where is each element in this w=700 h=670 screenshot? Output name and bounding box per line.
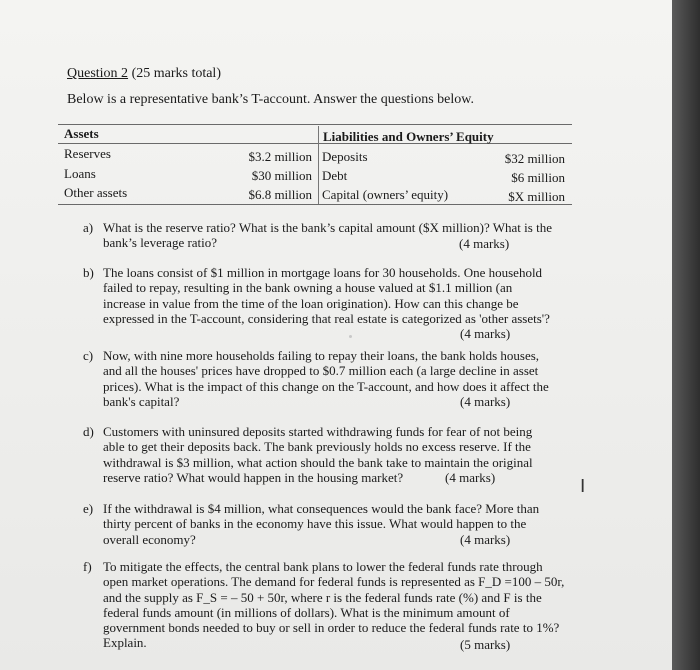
question-line: Now, with nine more households failing to repay their loans, the bank holds houses,	[103, 348, 540, 363]
question-line: federal funds amount (in millions of dollars). What is the minimum amount of	[103, 604, 510, 620]
table-column-divider	[318, 126, 319, 204]
question-line: To mitigate the effects, the central bank plans to lower the federal funds rate through	[103, 559, 543, 574]
asset-label-reserves: Reserves	[64, 146, 111, 161]
asset-value-other: $6.8 million	[248, 187, 312, 202]
question-line: open market operations. The demand for federal funds is represented as F_D =100 – 50r,	[103, 574, 565, 590]
question-line: If the withdrawal is $4 million, what consequences would the bank face? More than	[103, 501, 540, 516]
liability-value-debt: $6 million	[511, 170, 565, 185]
question-line: withdrawal is $3 million, what action should the bank take to maintain the original	[103, 454, 533, 470]
question-e-marks: (4 marks)	[460, 532, 511, 547]
question-b-marks: (4 marks)	[460, 326, 511, 341]
assets-header: Assets	[64, 126, 99, 141]
question-title	[67, 66, 221, 82]
question-line: and the supply as F_S = – 50 + 50r, where r is the federal funds rate (%) and F is the	[103, 589, 542, 605]
question-line: Explain.	[103, 635, 147, 651]
desk-background	[672, 0, 700, 670]
question-label: b)	[83, 265, 94, 280]
question-line: The loans consist of $1 million in mortgage loans for 30 households. One household	[103, 265, 543, 280]
question-label: d)	[83, 424, 94, 439]
question-line: able to get their deposits back. The bank previously holds no excess reserve. If the	[103, 439, 531, 455]
question-a-marks: (4 marks)	[459, 236, 510, 251]
asset-label-other: Other assets	[64, 185, 128, 200]
question-label: e)	[83, 501, 94, 516]
table-header-rule	[58, 143, 572, 144]
question-line: government bonds needed to buy or sell in order to reduce the federal funds rate to 1%?	[103, 620, 560, 636]
question-total-marks: (25 marks total)	[131, 66, 221, 81]
asset-value-reserves: $3.2 million	[248, 149, 312, 164]
question-f-marks: (5 marks)	[460, 637, 511, 652]
liability-value-capital: $X million	[508, 189, 565, 204]
table-top-rule	[58, 124, 572, 125]
question-line: bank's capital?	[103, 393, 180, 409]
asset-value-loans: $30 million	[251, 168, 312, 183]
question-c-marks: (4 marks)	[460, 394, 511, 409]
liability-label-deposits: Deposits	[322, 149, 368, 164]
liability-label-debt: Debt	[322, 168, 348, 183]
question-line: thirty percent of banks in the economy have this issue. What would happen to the	[103, 516, 527, 532]
question-line: failed to repay, resulting in the bank owning a house valued at $1.1 million (an	[103, 280, 513, 296]
question-line: bank’s leverage ratio?	[103, 235, 218, 251]
question-line: overall economy?	[103, 531, 196, 547]
paper-speck	[349, 335, 352, 338]
asset-label-loans: Loans	[64, 166, 96, 181]
question-number: Question 2	[67, 66, 129, 81]
text-cursor-icon: Ⅰ	[580, 476, 586, 497]
question-line: reserve ratio? What would happen in the housing market?	[103, 469, 404, 485]
question-label: a)	[83, 220, 94, 235]
liability-value-deposits: $32 million	[504, 151, 565, 166]
question-label: f)	[83, 559, 92, 574]
question-intro: Below is a representative bank’s T-account. Answer the questions below.	[67, 92, 474, 107]
question-line: and all the houses' prices have dropped to $0.7 million each (a large decline in asset	[103, 363, 539, 379]
question-line: increase in value from the time of the loan origination). How can this change be	[103, 295, 519, 311]
question-line: Customers with uninsured deposits started withdrawing funds for fear of not being	[103, 424, 533, 439]
question-line: What is the reserve ratio? What is the bank’s capital amount ($X million)? What is the	[103, 220, 552, 235]
question-d-marks: (4 marks)	[445, 470, 496, 485]
question-label: c)	[83, 348, 94, 363]
question-line: prices). What is the impact of this change on the T-account, and how does it affect the	[103, 378, 549, 394]
liability-label-capital: Capital (owners’ equity)	[322, 187, 449, 202]
liabilities-header: Liabilities and Owners’ Equity	[323, 129, 494, 144]
question-line: expressed in the T-account, considering that real estate is categorized as 'other assets'?	[103, 310, 550, 326]
